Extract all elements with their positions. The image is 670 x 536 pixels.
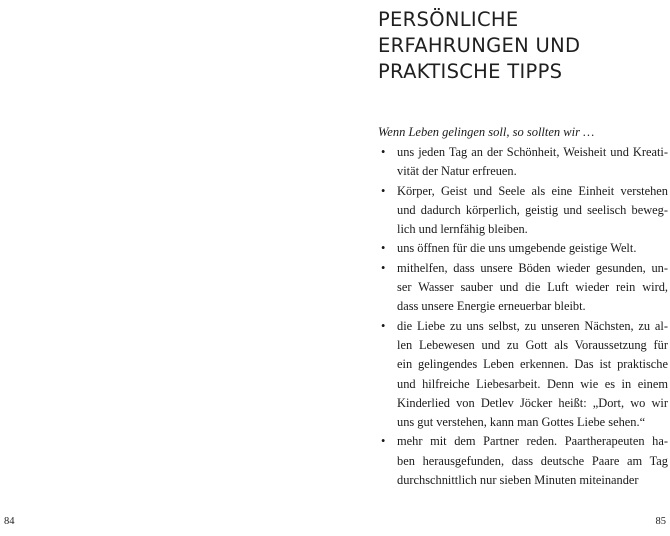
list-item-line: len Lebewesen und zu Gott als Voraussetzung für	[397, 337, 668, 352]
list-item	[378, 143, 668, 182]
bullet-icon: •	[381, 318, 386, 333]
list-item-line: uns jeden Tag an der Schönheit, Weisheit und Kreati-	[397, 145, 668, 159]
list-item-line: lich und lernfähig bleiben.	[397, 222, 528, 237]
list-item-line: mehr mit dem Partner reden. Paartherapeuten ha-	[397, 434, 668, 449]
list-item-line: ser Wasser sauber und die Luft wieder rein wird,	[397, 280, 668, 295]
page-number-left: 84	[4, 516, 15, 527]
list-item-line: uns öffnen für die uns umgebende geistige Welt.	[397, 241, 637, 256]
list-item	[378, 432, 668, 490]
list-item-line: Körper, Geist und Seele als eine Einheit verstehen	[397, 183, 668, 198]
heading-line: PERSÖNLICHE	[378, 8, 519, 31]
page-number-right: 85	[655, 516, 666, 527]
list-item-line: uns gut verstehen, kann man Gottes Liebe sehen.“	[397, 415, 646, 430]
list-item-line: dass unsere Energie erneuerbar bleibt.	[397, 299, 586, 314]
list-item-line: ein gelingendes Leben erkennen. Das ist praktische	[397, 357, 668, 372]
list-item-line: die Liebe zu uns selbst, zu unseren Nächsten, zu al-	[397, 318, 668, 333]
bullet-icon: •	[381, 434, 386, 449]
list-item-line: durchschnittlich nur sieben Minuten miteinander	[397, 473, 639, 488]
chapter-heading	[378, 7, 668, 85]
bullet-icon: •	[381, 241, 386, 256]
list-item-line: und hilfreiche Liebesarbeit. Denn wie es in einem	[397, 376, 668, 391]
intro-sentence: Wenn Leben gelingen soll, so sollten wir …	[378, 125, 595, 139]
list-item	[378, 182, 668, 240]
bullet-icon: •	[381, 183, 386, 198]
list-item-line: ben herausgefunden, dass deutsche Paare am Tag	[397, 453, 668, 468]
list-item-line: und dadurch körperlich, geistig und seelisch beweg-	[397, 202, 668, 217]
bullet-icon: •	[381, 145, 386, 159]
list-item-line: vität der Natur erfreuen.	[397, 164, 517, 179]
list-item-line: mithelfen, dass unsere Böden wieder gesunden, un-	[397, 260, 668, 275]
bullet-icon: •	[381, 260, 386, 275]
list-item	[378, 259, 668, 317]
list-item-line: Kinderlied von Detlev Jöcker heißt: „Dort, wo wir	[397, 395, 668, 410]
list-item	[378, 317, 668, 433]
right-page	[335, 0, 670, 536]
tips-list	[378, 143, 668, 490]
heading-line: PRAKTISCHE TIPPS	[378, 60, 563, 83]
heading-line: ERFAHRUNGEN UND	[378, 34, 581, 57]
list-item	[378, 239, 668, 258]
